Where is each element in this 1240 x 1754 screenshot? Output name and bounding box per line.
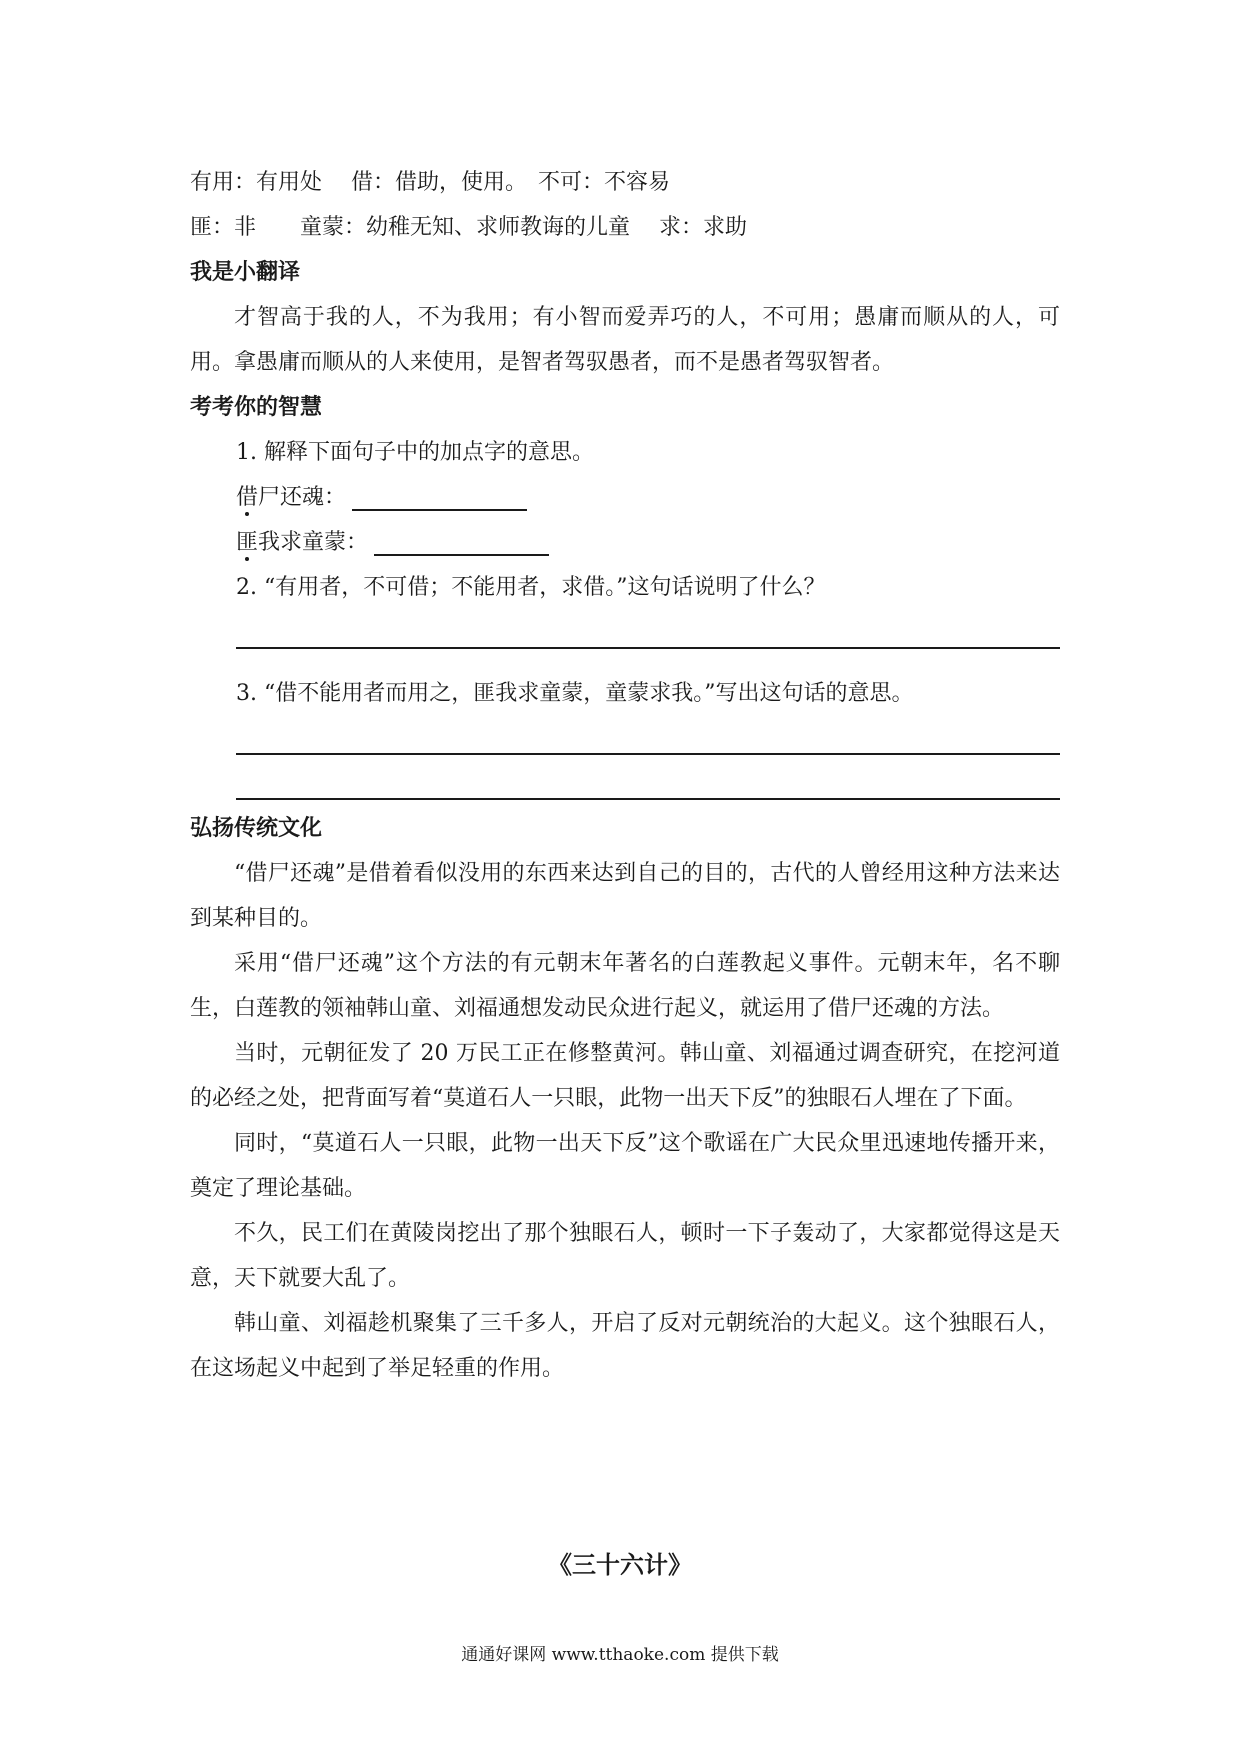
answer-line-2[interactable] [190, 610, 1060, 655]
culture-paragraph-4: 同时，“莫道石人一只眼，此物一出天下反”这个歌谣在广大民众里迅速地传播开来，奠定了理论基础。 [190, 1131, 1060, 1201]
footer: 通通好课网 www.tthaoke.com 提供下载 [461, 1645, 779, 1665]
quiz-heading: 考考你的智慧 [190, 395, 323, 420]
quiz-question-2: 2. “有用者，不可借；不能用者，求借。”这句话说明了什么？ [236, 575, 826, 600]
culture-paragraph-3: 当时，元朝征发了 20 万民工正在修整黄河。韩山童、刘福通过调查研究，在挖河道的必经之处，把背面写着“莫道石人一只眼，此物一出天下反”的独眼石人埋在了下面。 [190, 1041, 1060, 1111]
dotted-char: 匪 [236, 520, 258, 565]
quiz-question-3: 3. “借不能用者而用之，匪我求童蒙，童蒙求我。”写出这句话的意思。 [236, 681, 914, 706]
quiz-item-1b-text: 我求童蒙： [258, 530, 369, 555]
culture-paragraph-1: “借尸还魂”是借着看似没用的东西来达到自己的目的，古代的人曾经用这种方法来达到某种目的。 [190, 861, 1060, 931]
quiz-question-1: 1. 解释下面句子中的加点字的意思。 [236, 440, 594, 465]
answer-blank-1a[interactable] [352, 485, 527, 511]
culture-paragraph-2: 采用“借尸还魂”这个方法的有元朝末年著名的白莲教起义事件。元朝末年，名不聊生，白莲教的领袖韩山童、刘福通想发动民众进行起义，就运用了借尸还魂的方法。 [190, 951, 1060, 1021]
answer-blank-1b[interactable] [374, 530, 549, 556]
quiz-item-1b [190, 520, 1060, 565]
glossary-line-2: 匪：非 童蒙：幼稚无知、求师教诲的儿童 求：求助 [190, 215, 747, 240]
answer-line-3b[interactable] [190, 761, 1060, 806]
translation-heading: 我是小翻译 [190, 260, 301, 285]
culture-paragraph-6: 韩山童、刘福趁机聚集了三千多人，开启了反对元朝统治的大起义。这个独眼石人，在这场起义中起到了举足轻重的作用。 [190, 1311, 1060, 1381]
quiz-item-1a [190, 475, 1060, 520]
culture-heading: 弘扬传统文化 [190, 816, 323, 841]
quiz-item-1a-text: 尸还魂： [258, 485, 347, 510]
answer-line-3a[interactable] [190, 716, 1060, 761]
glossary-line-1: 有用：有用处 借：借助，使用。 不可：不容易 [190, 170, 670, 195]
dotted-char: 借 [236, 475, 258, 520]
culture-paragraph-5: 不久，民工们在黄陵岗挖出了那个独眼石人，顿时一下子轰动了，大家都觉得这是天意，天下就要大乱了。 [190, 1221, 1060, 1291]
book-title: 《三十六计》 [548, 1551, 692, 1579]
content-area [190, 160, 1060, 1391]
translation-text: 才智高于我的人，不为我用；有小智而爱弄巧的人，不可用；愚庸而顺从的人，可用。拿愚庸而顺从的人来使用，是智者驾驭愚者，而不是愚者驾驭智者。 [190, 305, 1060, 375]
